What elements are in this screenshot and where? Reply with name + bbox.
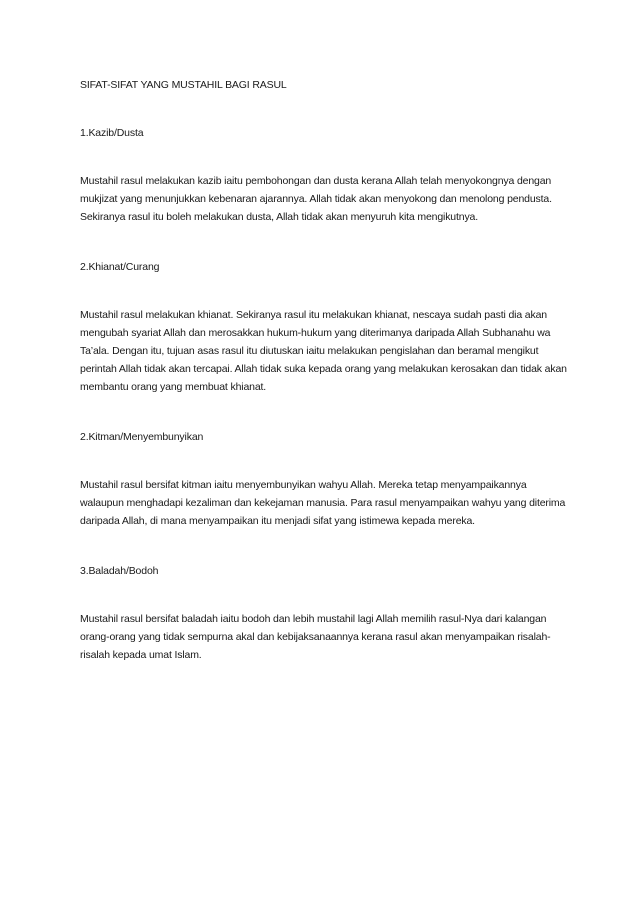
spacer [80, 446, 570, 476]
section-heading-kitman: 2.Kitman/Menyembunyikan [80, 431, 204, 443]
spacer [80, 276, 570, 306]
document-title: SIFAT-SIFAT YANG MUSTAHIL BAGI RASUL [80, 79, 287, 91]
section-body-baladah: Mustahil rasul bersifat baladah iaitu bodoh dan lebih mustahil lagi Allah memilih rasul-Nya dari kalangan orang-orang yang tidak sempurna akal dan kebijaksanaannya kerana rasul akan menyampaikan risalah-risalah kepada umat Islam. [80, 613, 551, 661]
spacer [80, 226, 570, 258]
spacer [80, 580, 570, 610]
section-body-kazib: Mustahil rasul melakukan kazib iaitu pembohongan dan dusta kerana Allah telah menyokongnya dengan mukjizat yang menunjukkan kebenaran ajarannya. Allah tidak akan menyokong dan menolong pendusta. Sekiranya rasul itu boleh melakukan dusta, Allah tidak akan menyuruh kita mengikutnya. [80, 175, 552, 223]
section-body-khianat: Mustahil rasul melakukan khianat. Sekiranya rasul itu melakukan khianat, nescaya sudah pasti dia akan mengubah syariat Allah dan merosakkan hukum-hukum yang diterimanya daripada Allah Subhanahu wa Ta’ala. Dengan itu, tujuan asas rasul itu diutuskan iaitu melakukan pengislahan dan beramal mengikut perintah Allah tidak akan tercapai. Allah tidak suka kepada orang yang melakukan kerosakan dan tidak akan membantu orang yang membuat khianat. [80, 309, 567, 393]
section-heading-kazib: 1.Kazib/Dusta [80, 127, 144, 139]
spacer [80, 396, 570, 428]
section-heading-khianat: 2.Khianat/Curang [80, 261, 160, 273]
spacer [80, 94, 570, 124]
spacer [80, 142, 570, 172]
section-heading-baladah: 3.Baladah/Bodoh [80, 565, 159, 577]
spacer [80, 530, 570, 562]
section-body-kitman: Mustahil rasul bersifat kitman iaitu menyembunyikan wahyu Allah. Mereka tetap menyampaikannya walaupun menghadapi kezaliman dan kekejaman manusia. Para rasul menyampaikan wahyu yang diterima daripada Allah, di mana menyampaikan itu menjadi sifat yang istimewa kepada mereka. [80, 479, 566, 527]
document-content [80, 76, 570, 664]
